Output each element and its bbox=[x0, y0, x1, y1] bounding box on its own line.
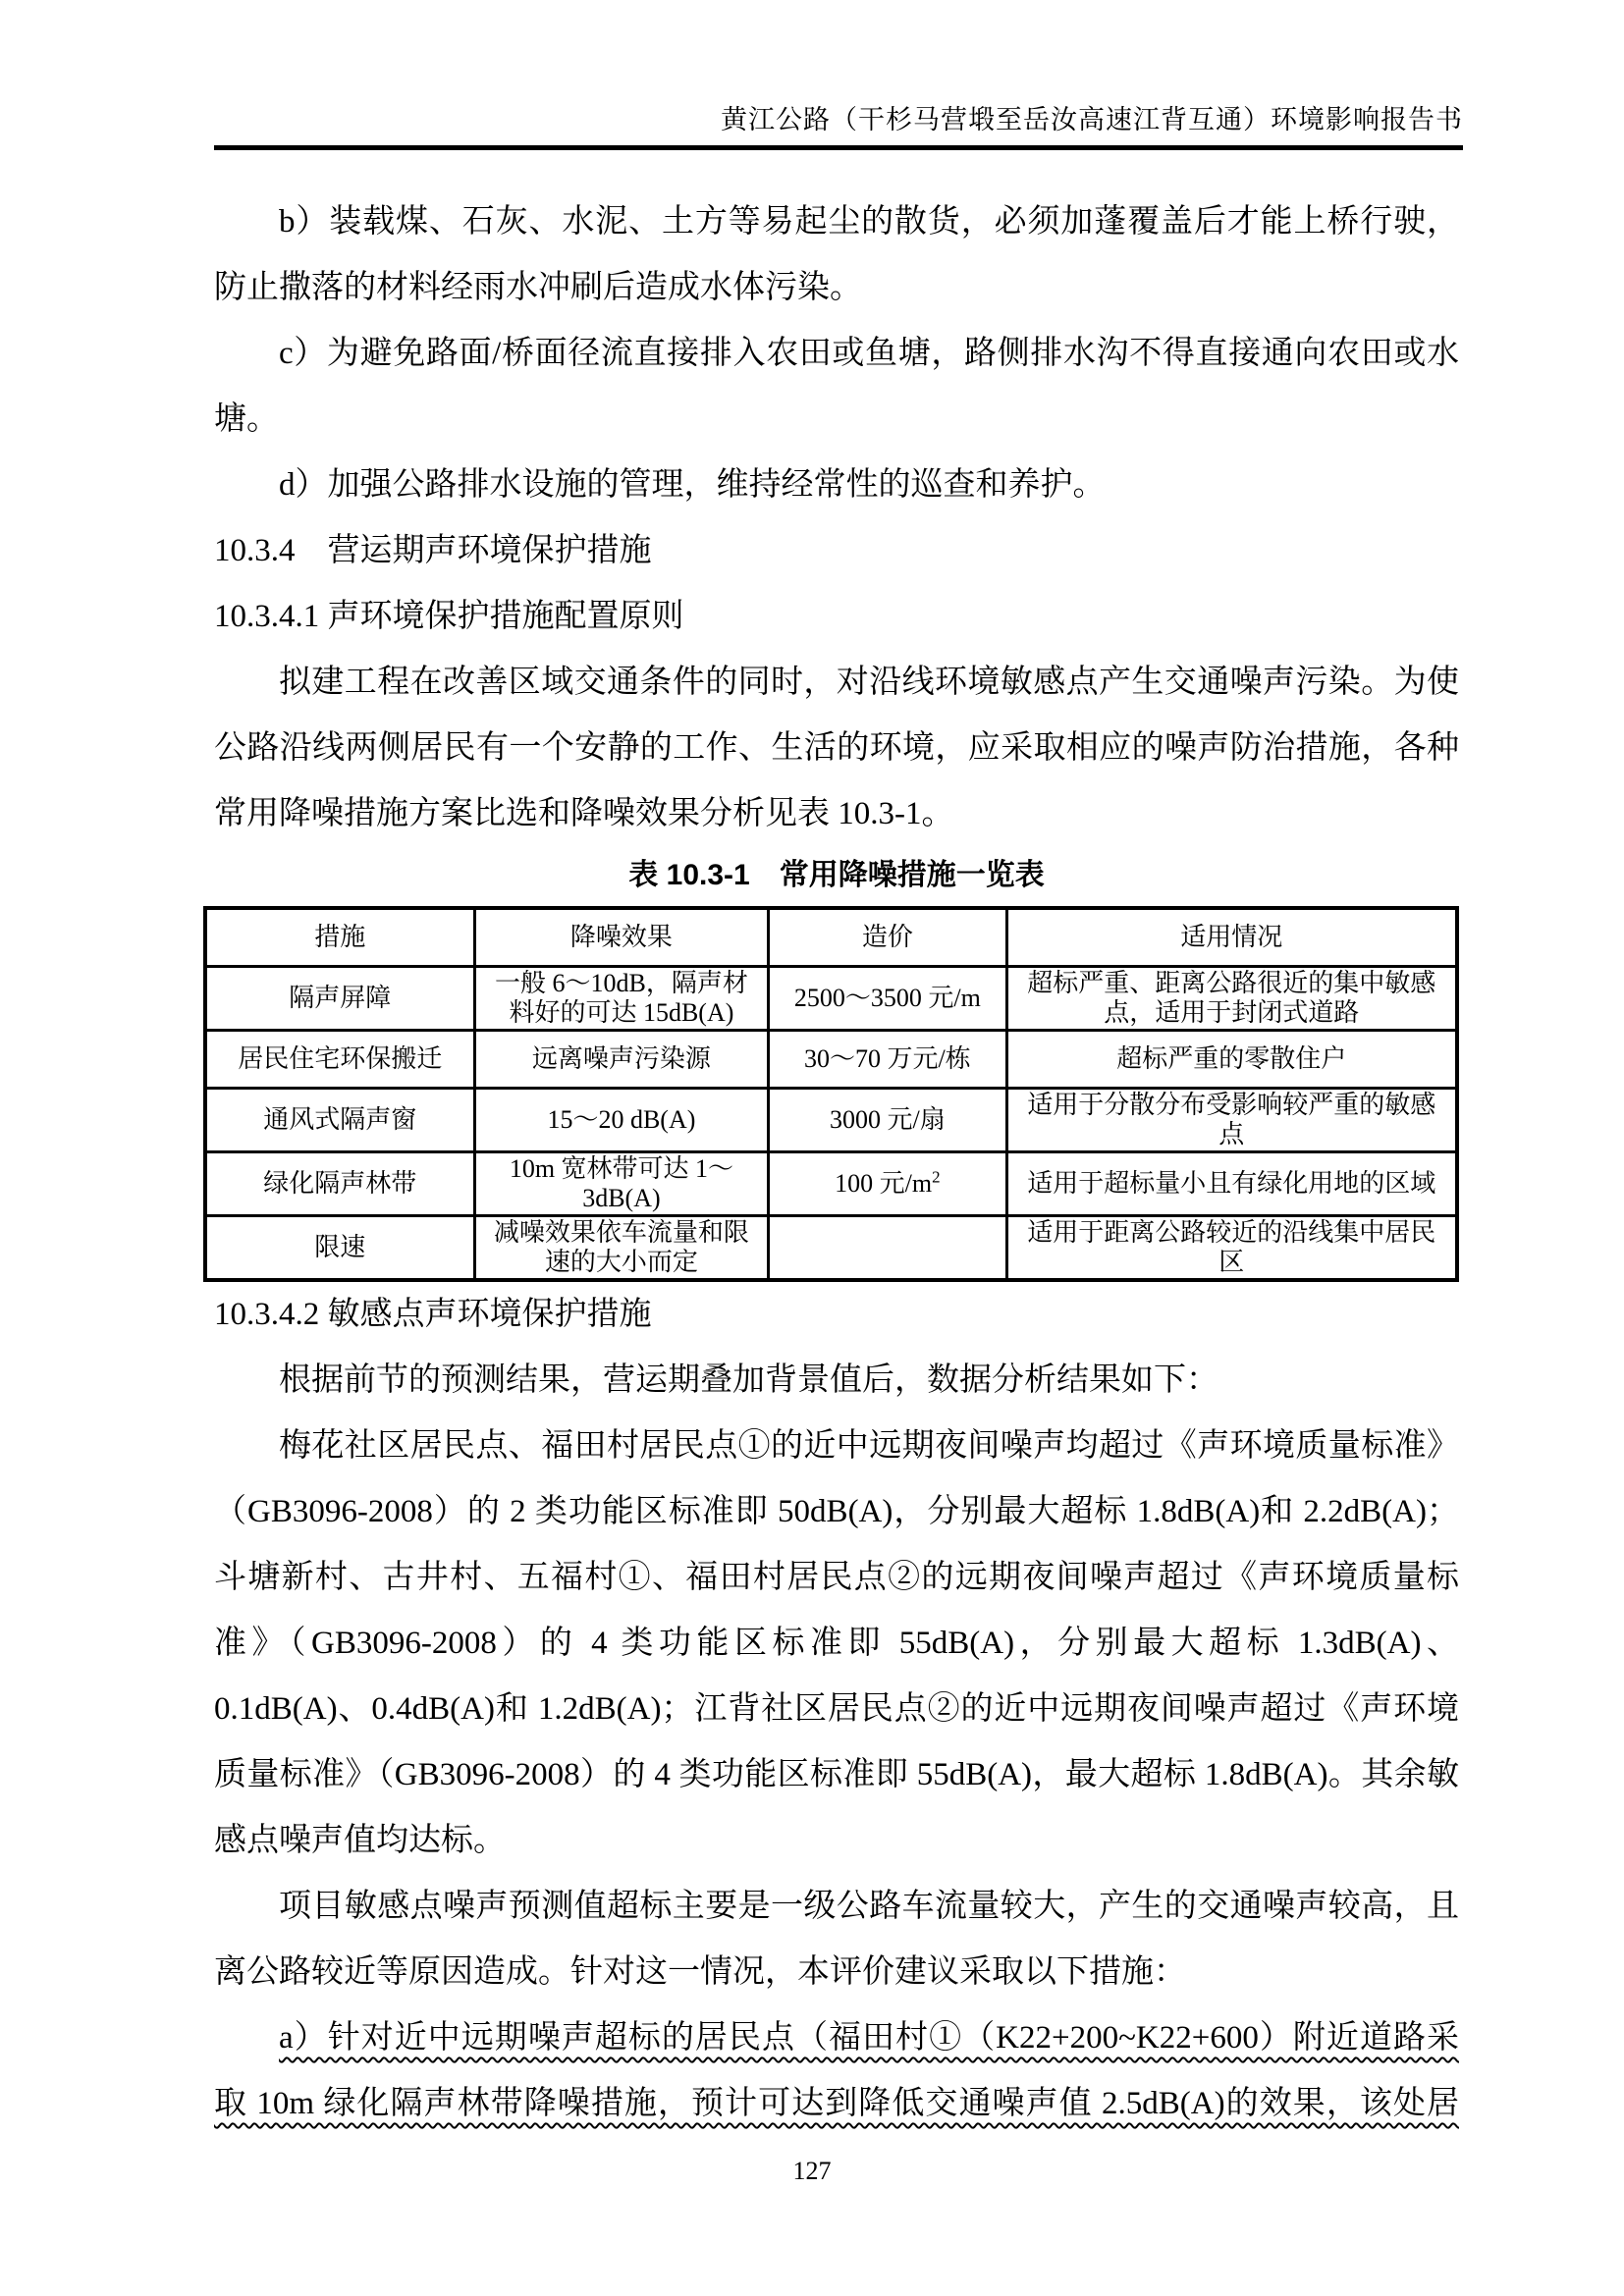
paragraph-item-b: b）装载煤、石灰、水泥、土方等易起尘的散货，必须加蓬覆盖后才能上桥行驶，防止撒落的材料经雨水冲刷后造成水体污染。 bbox=[214, 204, 1459, 305]
cell-effect: 减噪效果依车流量和限速的大小而定 bbox=[474, 1216, 769, 1281]
cell-measure: 通风式隔声窗 bbox=[205, 1089, 474, 1152]
table-header-usage: 适用情况 bbox=[1006, 908, 1457, 967]
table-header-cost: 造价 bbox=[769, 908, 1006, 967]
cell-measure: 居民住宅环保搬迁 bbox=[205, 1031, 474, 1089]
paragraph-measure-a: a）针对近中远期噪声超标的居民点（福田村①（K22+200~K22+600）附近道路采取 10m 绿化隔声林带降噪措施，预计可达到降低交通噪声值 2.5dB(A)的效果，该处居 bbox=[214, 2020, 1459, 2121]
page-header bbox=[214, 0, 1463, 150]
noise-measures-table bbox=[203, 906, 1459, 1282]
cell-usage: 超标严重、距离公路很近的集中敏感点，适用于封闭式道路 bbox=[1006, 967, 1457, 1031]
table-header-measure: 措施 bbox=[205, 908, 474, 967]
cell-usage: 超标严重的零散住户 bbox=[1006, 1031, 1457, 1089]
table-row bbox=[205, 1031, 1457, 1089]
cell-effect: 远离噪声污染源 bbox=[474, 1031, 769, 1089]
cost-value: 3000 元/扇 bbox=[830, 1105, 946, 1134]
page-number: 127 bbox=[792, 2157, 832, 2185]
paragraph-item-c: c）为避免路面/桥面径流直接排入农田或鱼塘，路侧排水沟不得直接通向农田或水塘。 bbox=[214, 336, 1459, 437]
cost-value: 30～70 万元/栋 bbox=[804, 1044, 971, 1073]
page-content bbox=[214, 189, 1459, 2137]
paragraph-cause: 项目敏感点噪声预测值超标主要是一级公路车流量较大，产生的交通噪声较高，且离公路较近等原因造成。针对这一情况，本评价建议采取以下措施： bbox=[214, 1889, 1459, 1990]
paragraph-analysis: 梅花社区居民点、福田村居民点①的近中远期夜间噪声均超过《声环境质量标准》（GB3096-2008）的 2 类功能区标准即 50dB(A)，分别最大超标 1.8dB(A)和 2.2dB(A)；斗塘新村、古井村、五福村①、福田村居民点②的远期夜间噪声超过《声环境质量标准》（GB3096-2008）的 4 类功能区标准即 55dB(A)，分别最大超标 1.3dB(A)、0.1dB(A)、0.4dB(A)和 1.2dB(A)；江背社区居民点②的近中远期夜间噪声超过《声环境质量标准》（GB3096-2008）的 4 类功能区标准即 55dB(A)，最大超标 1.8dB(A)。其余敏感点噪声值均达标。 bbox=[214, 1428, 1459, 1858]
cell-usage: 适用于超标量小且有绿化用地的区域 bbox=[1006, 1152, 1457, 1216]
section-heading-10-3-4-2: 10.3.4.2 敏感点声环境保护措施 bbox=[214, 1297, 652, 1332]
cell-usage: 适用于距离公路较近的沿线集中居民区 bbox=[1006, 1216, 1457, 1281]
table-row bbox=[205, 1216, 1457, 1281]
page-footer bbox=[0, 2155, 1624, 2188]
cell-measure: 隔声屏障 bbox=[205, 967, 474, 1031]
cell-effect: 10m 宽林带可达 1～3dB(A) bbox=[474, 1152, 769, 1216]
cost-superscript: 2 bbox=[932, 1167, 941, 1187]
cell-measure: 绿化隔声林带 bbox=[205, 1152, 474, 1216]
cell-cost bbox=[769, 1216, 1006, 1281]
paragraph-result-intro: 根据前节的预测结果，营运期叠加背景值后，数据分析结果如下： bbox=[279, 1362, 1218, 1398]
cost-value: 2500～3500 元/m bbox=[793, 984, 981, 1012]
cell-cost bbox=[769, 1089, 1006, 1152]
section-heading-10-3-4: 10.3.4 营运期声环境保护措施 bbox=[214, 533, 652, 568]
table-header-row bbox=[205, 908, 1457, 967]
table-row bbox=[205, 967, 1457, 1031]
cell-cost bbox=[769, 1031, 1006, 1089]
paragraph-item-d: d）加强公路排水设施的管理，维持经常性的巡查和养护。 bbox=[279, 467, 1106, 503]
cell-cost bbox=[769, 967, 1006, 1031]
section-heading-10-3-4-1: 10.3.4.1 声环境保护措施配置原则 bbox=[214, 599, 684, 634]
cell-effect: 15～20 dB(A) bbox=[474, 1089, 769, 1152]
table-row bbox=[205, 1152, 1457, 1216]
cell-usage: 适用于分散分布受影响较严重的敏感点 bbox=[1006, 1089, 1457, 1152]
table-header-effect: 降噪效果 bbox=[474, 908, 769, 967]
table-row bbox=[205, 1089, 1457, 1152]
cell-cost bbox=[769, 1152, 1006, 1216]
table-caption: 表 10.3-1 常用降噪措施一览表 bbox=[628, 859, 1045, 891]
header-title: 黄江公路（干杉马营塅至岳汝高速江背互通）环境影响报告书 bbox=[721, 105, 1463, 134]
cell-effect: 一般 6～10dB，隔声材料好的可达 15dB(A) bbox=[474, 967, 769, 1031]
cost-value: 100 元/m bbox=[835, 1169, 933, 1198]
cell-measure: 限速 bbox=[205, 1216, 474, 1281]
paragraph-intro: 拟建工程在改善区域交通条件的同时，对沿线环境敏感点产生交通噪声污染。为使公路沿线两侧居民有一个安静的工作、生活的环境，应采取相应的噪声防治措施，各种常用降噪措施方案比选和降噪效果分析见表 10.3-1。 bbox=[214, 665, 1459, 831]
